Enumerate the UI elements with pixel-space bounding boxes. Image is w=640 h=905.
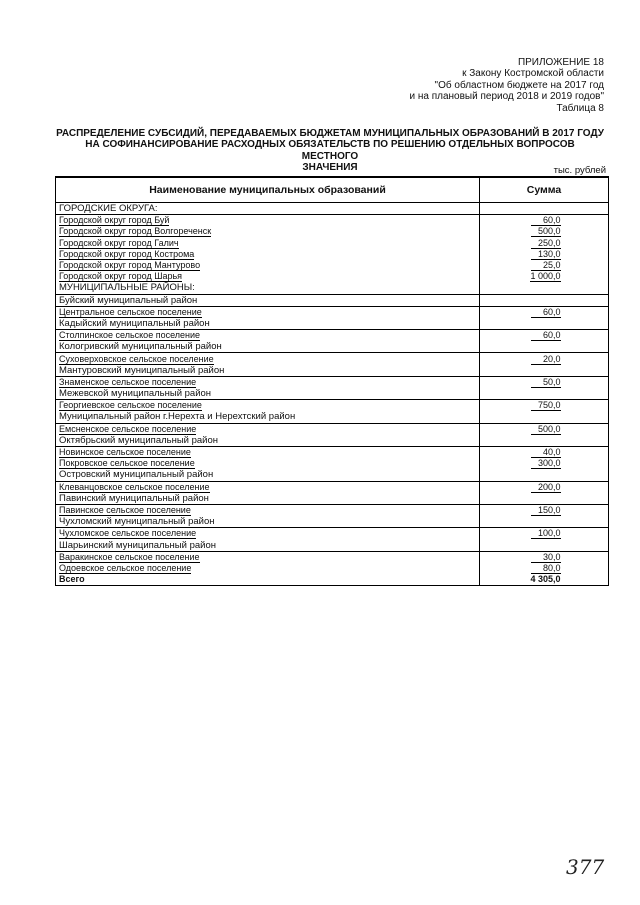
row-sum-cell <box>480 574 609 586</box>
row-name-cell <box>56 539 480 551</box>
row-name-cell <box>56 330 480 342</box>
row-name-cell <box>56 238 480 249</box>
row-name: Одоевское сельское поселение <box>59 562 192 573</box>
row-name: Городской округ город Волгореченск <box>59 226 212 237</box>
row-sum-cell <box>480 446 609 458</box>
row-sum-cell <box>480 330 609 342</box>
table-row <box>56 539 609 551</box>
row-sum: 100,0 <box>531 528 561 539</box>
table-row <box>56 504 609 516</box>
row-sum: 20,0 <box>531 354 561 365</box>
row-sum: 200,0 <box>531 482 561 493</box>
table-row <box>56 203 609 215</box>
row-name: Всего <box>59 574 85 585</box>
row-sum-cell <box>480 318 609 330</box>
row-sum: 50,0 <box>531 377 561 388</box>
row-name: Центральное сельское поселение <box>59 306 202 317</box>
row-name: Буйский муниципальный район <box>59 294 198 306</box>
row-sum: 250,0 <box>531 238 561 249</box>
row-name: Клеванцовское сельское поселение <box>59 481 210 492</box>
row-name-cell <box>56 306 480 318</box>
table-row <box>56 341 609 353</box>
row-sum: 4 305,0 <box>530 574 561 585</box>
row-name-cell <box>56 260 480 271</box>
units-label: тыс. рублей <box>553 165 606 176</box>
row-name: Суховерховское сельское поселение <box>59 353 214 364</box>
row-sum-cell <box>480 376 609 388</box>
row-name: Новинское сельское поселение <box>59 447 191 458</box>
table-row <box>56 435 609 447</box>
header-line: и на плановый период 2018 и 2019 годов" <box>409 91 604 103</box>
table-header-row <box>56 177 609 203</box>
table-row <box>56 238 609 249</box>
row-name: Октябрьский муниципальный район <box>59 434 219 446</box>
row-name: Столпинское сельское поселение <box>59 330 201 341</box>
row-name: Георгиевское сельское поселение <box>59 400 202 411</box>
row-sum-cell <box>480 435 609 447</box>
table-row <box>56 493 609 505</box>
row-sum: 25,0 <box>531 260 561 271</box>
table-row <box>56 528 609 540</box>
row-name-cell <box>56 215 480 227</box>
row-sum-cell <box>480 260 609 271</box>
table-row <box>56 411 609 423</box>
row-name-cell <box>56 271 480 282</box>
row-name: Межевской муниципальный район <box>59 388 212 400</box>
row-name: Павинское сельское поселение <box>59 504 191 515</box>
row-name: ГОРОДСКИЕ ОКРУГА: <box>59 203 158 215</box>
row-name: Варакинское сельское поселение <box>59 551 200 562</box>
table-row <box>56 446 609 458</box>
row-name-cell <box>56 411 480 423</box>
row-sum-cell <box>480 423 609 435</box>
column-header-sum: Сумма <box>480 177 609 203</box>
table-row <box>56 423 609 435</box>
row-name-cell <box>56 203 480 215</box>
row-sum-cell <box>480 271 609 282</box>
row-sum-cell <box>480 493 609 505</box>
header-line: "Об областном бюджете на 2017 год <box>434 79 604 91</box>
row-sum: 750,0 <box>531 400 561 411</box>
row-sum-cell <box>480 504 609 516</box>
document-title <box>56 128 604 174</box>
table-row <box>56 318 609 330</box>
table-row <box>56 481 609 493</box>
row-sum-cell <box>480 411 609 423</box>
row-sum: 130,0 <box>531 249 561 260</box>
row-sum: 500,0 <box>531 226 561 237</box>
row-sum-cell <box>480 365 609 377</box>
row-name-cell <box>56 481 480 493</box>
table-row <box>56 294 609 306</box>
row-sum: 1 000,0 <box>530 271 561 282</box>
header-line: к Закону Костромской области <box>462 68 604 80</box>
page-number: 377 <box>566 855 605 879</box>
row-name-cell <box>56 435 480 447</box>
row-name-cell <box>56 493 480 505</box>
row-sum-cell <box>480 203 609 215</box>
row-name: Городской округ город Кострома <box>59 248 195 259</box>
table-row <box>56 469 609 481</box>
table-row <box>56 249 609 260</box>
row-name-cell <box>56 423 480 435</box>
row-name-cell <box>56 400 480 412</box>
row-name: Городской округ город Шарья <box>59 271 183 282</box>
row-sum-cell <box>480 469 609 481</box>
table-row <box>56 551 609 563</box>
row-name-cell <box>56 563 480 574</box>
row-name: Городской округ город Буй <box>59 215 170 226</box>
table-row <box>56 353 609 365</box>
row-name-cell <box>56 388 480 400</box>
table-row <box>56 563 609 574</box>
row-sum-cell <box>480 353 609 365</box>
row-name-cell <box>56 528 480 540</box>
row-name-cell <box>56 469 480 481</box>
appendix-header <box>409 57 604 114</box>
row-name-cell <box>56 574 480 586</box>
row-name: Городской округ город Галич <box>59 237 179 248</box>
row-sum-cell <box>480 282 609 294</box>
row-name: Островский муниципальный район <box>59 469 214 481</box>
row-name: Кадыйский муниципальный район <box>59 317 210 329</box>
row-name: Чухломское сельское поселение <box>59 528 197 539</box>
table-body <box>56 203 609 586</box>
row-name-cell <box>56 226 480 237</box>
table-row <box>56 574 609 586</box>
table-row <box>56 306 609 318</box>
row-name-cell <box>56 504 480 516</box>
row-sum-cell <box>480 388 609 400</box>
table-row <box>56 388 609 400</box>
table-row <box>56 282 609 294</box>
row-name: Муниципальный район г.Нерехта и Нерехтский район <box>59 411 296 423</box>
row-sum: 500,0 <box>531 424 561 435</box>
row-sum-cell <box>480 400 609 412</box>
row-name-cell <box>56 446 480 458</box>
table-row <box>56 365 609 377</box>
row-sum-cell <box>480 294 609 306</box>
table-row <box>56 516 609 528</box>
row-sum: 60,0 <box>531 330 561 341</box>
table-row <box>56 400 609 412</box>
row-name: Емсненское сельское поселение <box>59 423 197 434</box>
row-name-cell <box>56 458 480 469</box>
table-row <box>56 226 609 237</box>
title-line: НА СОФИНАНСИРОВАНИЕ РАСХОДНЫХ ОБЯЗАТЕЛЬСТВ ПО РЕШЕНИЮ ОТДЕЛЬНЫХ ВОПРОСОВ МЕСТНОГО <box>85 139 575 162</box>
row-name-cell <box>56 353 480 365</box>
row-sum-cell <box>480 516 609 528</box>
table-row <box>56 376 609 388</box>
row-name: Покровское сельское поселение <box>59 458 195 469</box>
column-header-name: Наименование муниципальных образований <box>56 177 480 203</box>
row-name-cell <box>56 551 480 563</box>
row-sum: 80,0 <box>531 563 561 574</box>
row-name: Городской округ город Мантурово <box>59 260 201 271</box>
row-name-cell <box>56 376 480 388</box>
row-name: Шарьинский муниципальный район <box>59 539 216 551</box>
row-name-cell <box>56 282 480 294</box>
row-name: Мантуровский муниципальный район <box>59 364 225 376</box>
row-sum: 30,0 <box>531 552 561 563</box>
table-row <box>56 330 609 342</box>
table-row <box>56 458 609 469</box>
row-name-cell <box>56 341 480 353</box>
table-row <box>56 215 609 227</box>
row-sum: 150,0 <box>531 505 561 516</box>
title-line: ЗНАЧЕНИЯ <box>302 162 358 174</box>
row-sum-cell <box>480 563 609 574</box>
row-name: Знаменское сельское поселение <box>59 376 197 387</box>
row-name-cell <box>56 249 480 260</box>
row-name-cell <box>56 294 480 306</box>
header-line: Таблица 8 <box>556 102 604 114</box>
row-sum-cell <box>480 215 609 227</box>
row-name-cell <box>56 365 480 377</box>
row-sum: 60,0 <box>531 307 561 318</box>
title-line: РАСПРЕДЕЛЕНИЕ СУБСИДИЙ, ПЕРЕДАВАЕМЫХ БЮДЖЕТАМ МУНИЦИПАЛЬНЫХ ОБРАЗОВАНИЙ В 2017 ГОДУ <box>56 128 604 139</box>
table-row <box>56 260 609 271</box>
row-name: Чухломский муниципальный район <box>59 516 215 528</box>
row-sum-cell <box>480 551 609 563</box>
subsidy-table <box>55 176 609 586</box>
row-sum-cell <box>480 481 609 493</box>
row-sum: 60,0 <box>531 215 561 226</box>
row-sum: 300,0 <box>531 458 561 469</box>
header-line: ПРИЛОЖЕНИЕ 18 <box>517 57 604 68</box>
row-name-cell <box>56 318 480 330</box>
table-row <box>56 271 609 282</box>
row-name: МУНИЦИПАЛЬНЫЕ РАЙОНЫ: <box>59 282 195 294</box>
row-sum-cell <box>480 539 609 551</box>
row-sum-cell <box>480 528 609 540</box>
row-name-cell <box>56 516 480 528</box>
row-name: Павинский муниципальный район <box>59 492 209 504</box>
row-name: Кологривский муниципальный район <box>59 341 222 353</box>
row-sum-cell <box>480 226 609 237</box>
row-sum-cell <box>480 458 609 469</box>
row-sum-cell <box>480 238 609 249</box>
row-sum-cell <box>480 249 609 260</box>
row-sum-cell <box>480 341 609 353</box>
row-sum-cell <box>480 306 609 318</box>
row-sum: 40,0 <box>531 447 561 458</box>
